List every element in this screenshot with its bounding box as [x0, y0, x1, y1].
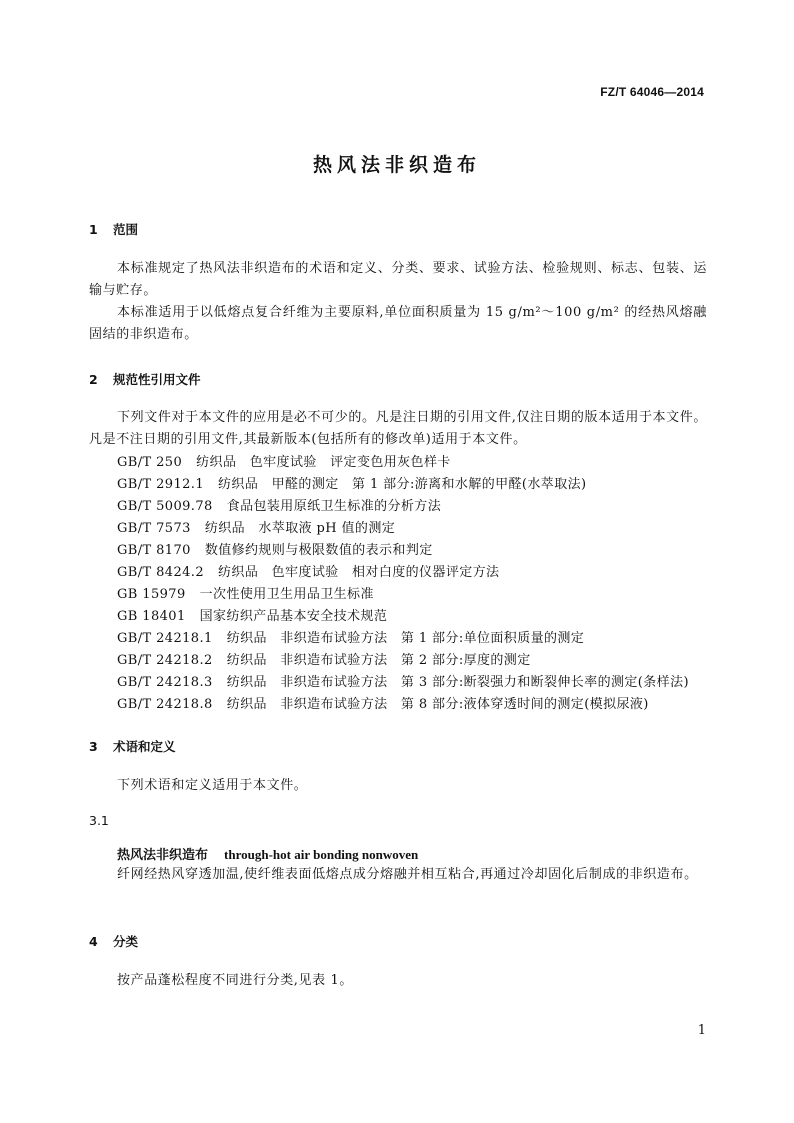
term-english: through-hot air bonding nonwoven: [224, 847, 419, 862]
reference-title: 纺织品 非织造布试验方法 第 1 部分:单位面积质量的测定: [226, 631, 585, 646]
section-4-number: 4: [89, 934, 98, 949]
reference-code: GB/T 24218.3: [117, 675, 213, 690]
section-2-title: 规范性引用文件: [113, 372, 201, 387]
reference-code: GB 18401: [117, 609, 186, 624]
section-4-paragraph-1: 按产品蓬松程度不同进行分类,见表 1。: [117, 973, 353, 988]
section-1-number: 1: [89, 222, 98, 237]
reference-code: GB 15979: [117, 587, 186, 602]
standard-code: FZ/T 64046—2014: [600, 85, 704, 99]
subsection-number: 3.1: [89, 813, 109, 828]
section-3-heading: [89, 737, 176, 755]
section-3-number: 3: [89, 739, 98, 754]
reference-code: GB/T 24218.1: [117, 631, 213, 646]
reference-title: 纺织品 甲醛的测定 第 1 部分:游离和水解的甲醛(水萃取法): [218, 477, 587, 492]
reference-item: [117, 694, 649, 716]
section-3-intro: 下列术语和定义适用于本文件。: [117, 778, 308, 793]
section-1-paragraph-1: 本标准规定了热风法非织造布的术语和定义、分类、要求、试验方法、检验规则、标志、包装、运输与贮存。: [89, 261, 707, 298]
reference-item: [117, 562, 499, 584]
term-entry: [117, 844, 418, 863]
reference-code: GB/T 7573: [117, 521, 191, 536]
reference-title: 纺织品 色牢度试验 相对白度的仪器评定方法: [218, 565, 500, 580]
section-2-heading: [89, 370, 201, 388]
reference-item: [117, 628, 584, 650]
reference-code: GB/T 8170: [117, 543, 191, 558]
reference-code: GB/T 24218.8: [117, 697, 213, 712]
section-4-heading: [89, 932, 138, 950]
reference-title: 食品包装用原纸卫生标准的分析方法: [226, 499, 442, 514]
reference-title: 国家纺织产品基本安全技术规范: [199, 609, 388, 624]
reference-item: [117, 672, 689, 694]
document-title: 热风法非织造布: [312, 154, 481, 176]
reference-code: GB/T 2912.1: [117, 477, 205, 492]
term-definition: 纤网经热风穿透加温,使纤维表面低熔点成分熔融并相互粘合,再通过冷却固化后制成的非织造布。: [117, 867, 698, 882]
reference-title: 纺织品 非织造布试验方法 第 3 部分:断裂强力和断裂伸长率的测定(条样法): [226, 675, 689, 690]
section-1-title: 范围: [113, 222, 139, 237]
reference-title: 纺织品 水萃取液 pH 值的测定: [204, 521, 396, 536]
reference-code: GB/T 5009.78: [117, 499, 213, 514]
reference-code: GB/T 250: [117, 455, 183, 470]
section-3-title: 术语和定义: [113, 739, 176, 754]
section-2-intro: 下列文件对于本文件的应用是必不可少的。凡是注日期的引用文件,仅注日期的版本适用于本文件。凡是不注日期的引用文件,其最新版本(包括所有的修改单)适用于本文件。: [89, 410, 707, 447]
section-4-title: 分类: [113, 934, 139, 949]
reference-code: GB/T 24218.2: [117, 653, 213, 668]
reference-title: 数值修约规则与极限数值的表示和判定: [204, 543, 433, 558]
reference-item: [117, 452, 451, 474]
section-1-heading: [89, 220, 138, 238]
reference-item: [117, 518, 395, 540]
section-1-paragraph-2: 本标准适用于以低熔点复合纤维为主要原料,单位面积质量为 15 g/m²～100 g/m² 的经热风熔融固结的非织造布。: [89, 305, 707, 342]
reference-title: 纺织品 色牢度试验 评定变色用灰色样卡: [196, 455, 451, 470]
reference-item: [117, 540, 433, 562]
reference-title: 一次性使用卫生用品卫生标准: [199, 587, 374, 602]
reference-item: [117, 650, 531, 672]
reference-item: [117, 584, 374, 606]
reference-title: 纺织品 非织造布试验方法 第 2 部分:厚度的测定: [226, 653, 531, 668]
reference-title: 纺织品 非织造布试验方法 第 8 部分:液体穿透时间的测定(模拟尿液): [226, 697, 649, 712]
term-chinese: 热风法非织造布: [117, 848, 209, 863]
section-2-number: 2: [89, 372, 98, 387]
reference-item: [117, 606, 387, 628]
page-number: 1: [697, 1023, 706, 1038]
reference-code: GB/T 8424.2: [117, 565, 205, 580]
reference-item: [117, 496, 441, 518]
reference-item: [117, 474, 586, 496]
